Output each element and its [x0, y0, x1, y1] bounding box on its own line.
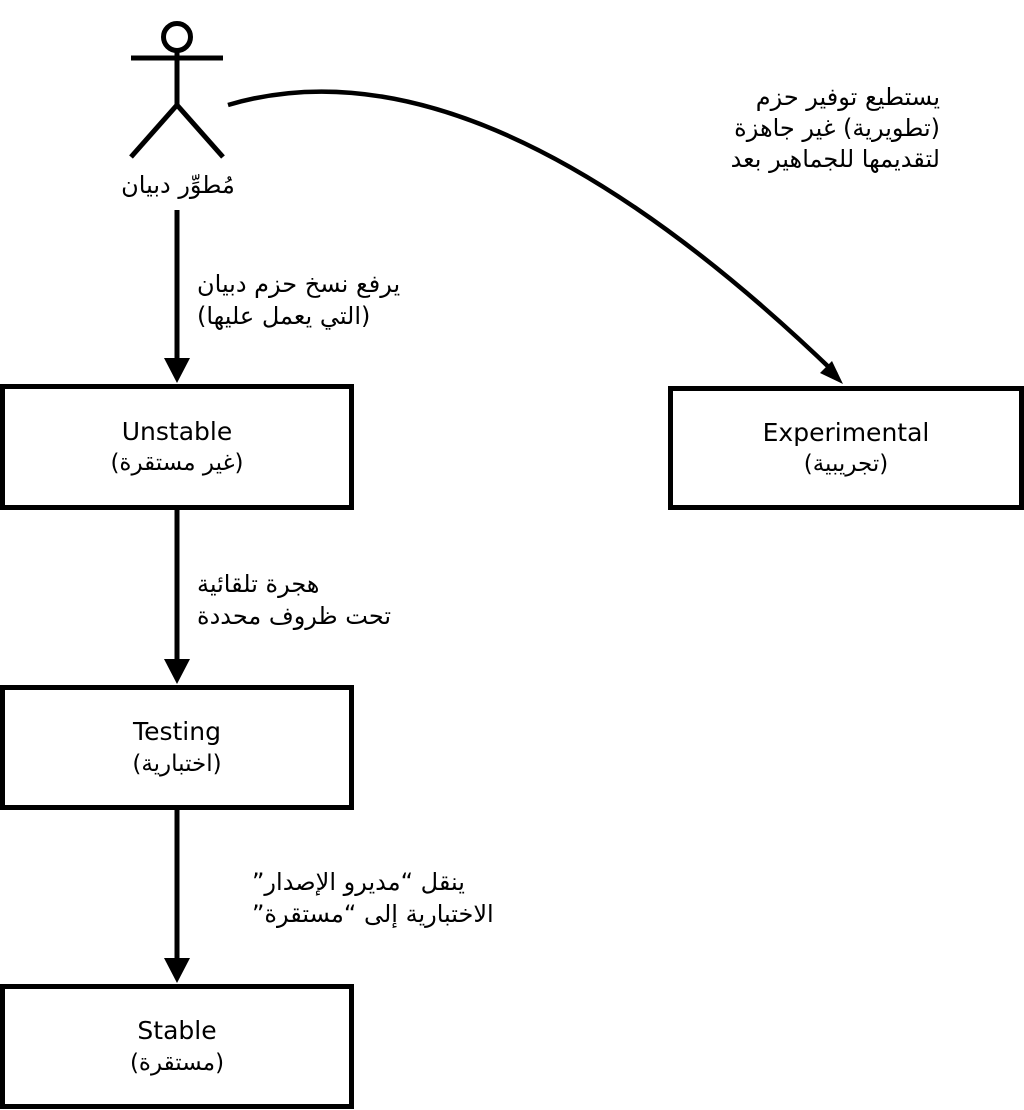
- arrow-testing-to-stable: [164, 810, 190, 983]
- node-title: Stable: [137, 1016, 217, 1046]
- arrowhead-icon: [164, 358, 190, 383]
- annotation-auto-migration: [197, 568, 391, 632]
- node-subtitle: (مستقرة): [129, 1049, 225, 1076]
- stick-figure-right-leg: [177, 105, 223, 157]
- annotation-release-managers: [252, 866, 494, 930]
- annotation-line: الاختبارية إلى “مستقرة”: [252, 900, 494, 928]
- annotation-line: ينقل “مديرو الإصدار”: [252, 868, 465, 896]
- node-unstable: [0, 384, 354, 510]
- annotation-line: (التي يعمل عليها): [197, 302, 371, 330]
- stick-figure-icon: [131, 24, 223, 158]
- node-subtitle: (تجريبية): [803, 451, 889, 478]
- annotation-upload-to-experimental: [731, 82, 940, 175]
- annotation-line: (تطويرية) غير جاهزة: [734, 114, 940, 142]
- node-testing: [0, 685, 354, 810]
- developer-label: مُطوِّر دبيان: [121, 171, 235, 199]
- annotation-upload-to-unstable: [197, 268, 400, 332]
- arrowhead-icon: [164, 958, 190, 983]
- annotation-line: تحت ظروف محددة: [197, 602, 392, 630]
- annotation-line: هجرة تلقائية: [197, 570, 320, 598]
- node-subtitle: (اختبارية): [132, 750, 222, 777]
- node-title: Testing: [133, 717, 221, 747]
- stick-figure-left-leg: [131, 105, 177, 157]
- annotation-line: يستطيع توفير حزم: [755, 83, 940, 111]
- node-title: Unstable: [121, 416, 233, 446]
- stick-figure-head: [164, 24, 191, 51]
- arrowhead-icon: [164, 659, 190, 684]
- arrow-unstable-to-testing: [164, 510, 190, 684]
- annotation-line: لتقديمها للجماهير بعد: [730, 145, 940, 173]
- node-stable: [0, 984, 354, 1109]
- node-experimental: [668, 386, 1024, 510]
- node-title: Experimental: [762, 417, 930, 447]
- annotation-line: يرفع نسخ حزم دبيان: [197, 270, 401, 298]
- arrow-developer-to-unstable: [164, 210, 190, 383]
- node-subtitle: (غير مستقرة): [110, 450, 244, 477]
